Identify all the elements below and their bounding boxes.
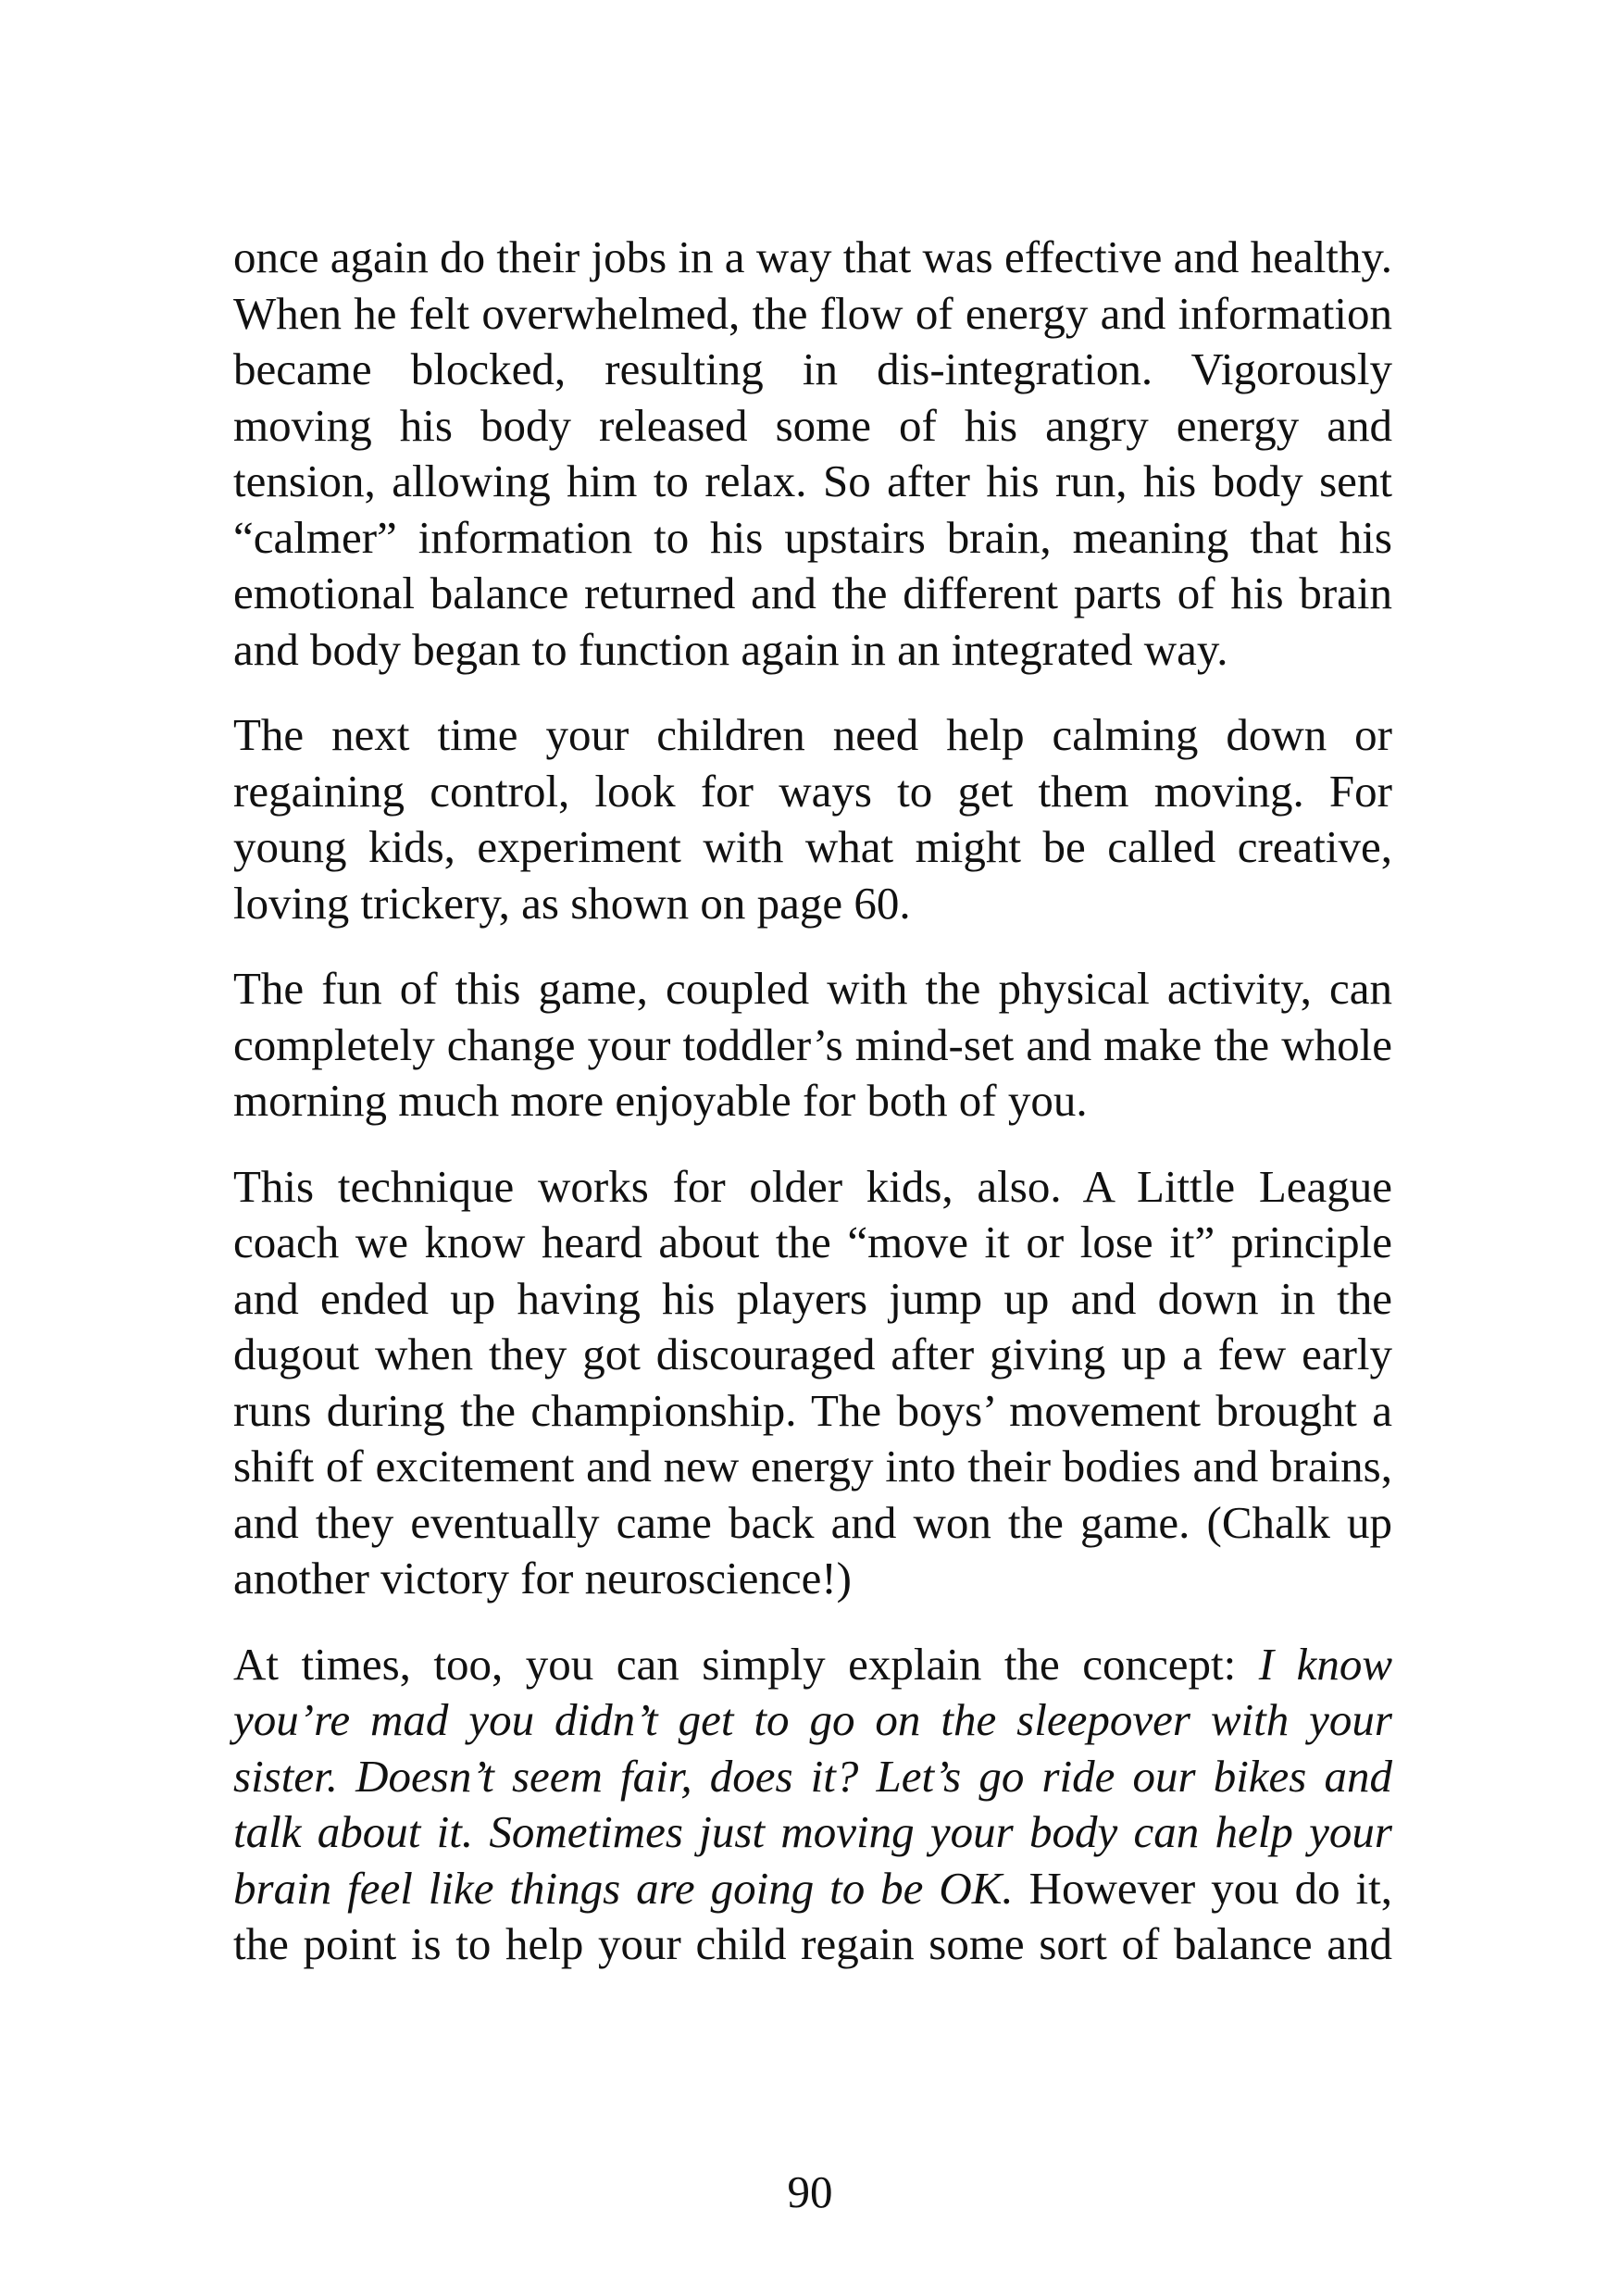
paragraph-5-tail: However you do it, the point is to help your child regain some sort of balance and [233, 1862, 1392, 1969]
page-number: 90 [787, 2166, 833, 2217]
paragraph-5 [233, 1637, 1392, 1973]
paragraph-2: The next time your children need help calming down or regaining control, look for ways to get them moving. For young kids, experiment with what might be called creative, loving trickery, as shown on page 60. [233, 709, 1392, 929]
paragraph-5-lead: At times, too, you can simply explain the concept: [233, 1638, 1259, 1690]
paragraph-1: once again do their jobs in a way that was effective and healthy. When he felt overwhelmed, the flow of energy and information became blocked, resulting in dis-integration. Vigorously moving his body released some of his angry energy and tension, allowing him to relax. So after his run, his body sent “calmer” information to his upstairs brain, meaning that his emotional balance returned and the different parts of his brain and body began to function again in an integrated way. [233, 231, 1392, 675]
paragraph-3: The fun of this game, coupled with the physical activity, can completely change your toddler’s mind-set and make the whole morning much more enjoyable for both of you. [233, 963, 1392, 1126]
page-body [233, 230, 1392, 2003]
paragraph-5-italic-quote: I know you’re mad you didn’t get to go on the sleepover with your sister. Doesn’t seem fair, does it? Let’s go ride our bikes and talk about it. Sometimes just moving your body can help your brain feel like things are going to be OK. [233, 1638, 1392, 1914]
paragraph-4: This technique works for older kids, also. A Little League coach we know heard about the “move it or lose it” principle and ended up having his players jump up and down in the dugout when they got discouraged after giving up a few early runs during the championship. The boys’ movement brought a shift of excitement and new energy into their bodies and brains, and they eventually came back and won the game. (Chalk up another victory for neuroscience!) [233, 1160, 1392, 1603]
